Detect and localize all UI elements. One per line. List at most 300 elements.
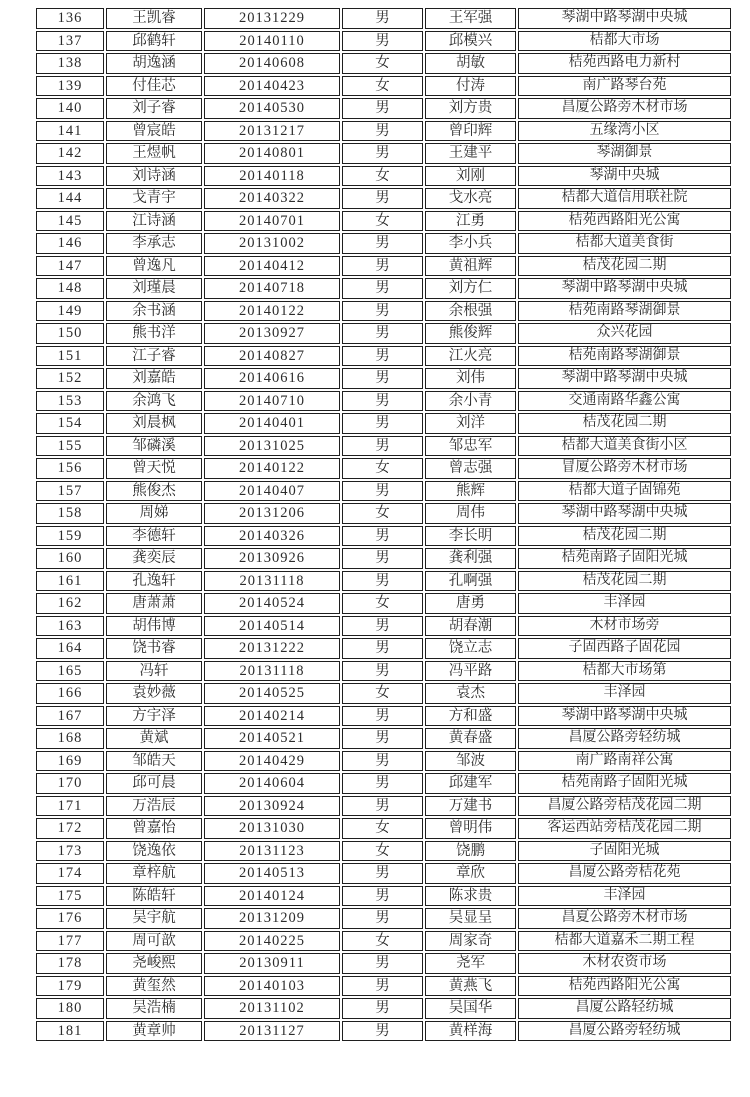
guardian-cell: 刘洋: [425, 413, 516, 434]
birthdate-cell: 20131118: [204, 571, 340, 592]
address-cell: 丰泽园: [518, 683, 731, 704]
address-cell: 昌厦公路轻纺城: [518, 998, 731, 1019]
birthdate-cell: 20140604: [204, 773, 340, 794]
guardian-cell: 李小兵: [425, 233, 516, 254]
serial-cell: 169: [36, 751, 104, 772]
serial-cell: 155: [36, 436, 104, 457]
name-cell: 江诗涵: [106, 211, 202, 232]
serial-cell: 137: [36, 31, 104, 52]
serial-cell: 162: [36, 593, 104, 614]
birthdate-cell: 20131102: [204, 998, 340, 1019]
table-row: [36, 863, 731, 884]
guardian-cell: 袁杰: [425, 683, 516, 704]
address-cell: 桔都大道美食街: [518, 233, 731, 254]
table-row: [36, 728, 731, 749]
name-cell: 邱鹤轩: [106, 31, 202, 52]
name-cell: 陈皓轩: [106, 886, 202, 907]
name-cell: 唐萧萧: [106, 593, 202, 614]
name-cell: 吴浩楠: [106, 998, 202, 1019]
address-cell: 桔都大市场: [518, 31, 731, 52]
address-cell: 昌夏公路旁木材市场: [518, 908, 731, 929]
name-cell: 尧峻熙: [106, 953, 202, 974]
guardian-cell: 熊俊辉: [425, 323, 516, 344]
name-cell: 刘晨枫: [106, 413, 202, 434]
serial-cell: 157: [36, 481, 104, 502]
name-cell: 胡逸涵: [106, 53, 202, 74]
gender-cell: 女: [342, 593, 423, 614]
serial-cell: 170: [36, 773, 104, 794]
address-cell: 丰泽园: [518, 593, 731, 614]
gender-cell: 男: [342, 368, 423, 389]
table-row: [36, 976, 731, 997]
table-row: [36, 188, 731, 209]
serial-cell: 161: [36, 571, 104, 592]
guardian-cell: 冯平路: [425, 661, 516, 682]
name-cell: 江子睿: [106, 346, 202, 367]
birthdate-cell: 20131118: [204, 661, 340, 682]
name-cell: 李承志: [106, 233, 202, 254]
table-row: [36, 751, 731, 772]
address-cell: 桔苑南路子固阳光城: [518, 548, 731, 569]
guardian-cell: 孔啊强: [425, 571, 516, 592]
gender-cell: 男: [342, 706, 423, 727]
guardian-cell: 吴国华: [425, 998, 516, 1019]
gender-cell: 女: [342, 931, 423, 952]
table-row: [36, 256, 731, 277]
table-row: [36, 818, 731, 839]
birthdate-cell: 20140423: [204, 76, 340, 97]
table-row: [36, 458, 731, 479]
name-cell: 刘子睿: [106, 98, 202, 119]
table-row: [36, 638, 731, 659]
guardian-cell: 付涛: [425, 76, 516, 97]
table-row: [36, 413, 731, 434]
serial-cell: 148: [36, 278, 104, 299]
address-cell: 琴湖中路琴湖中央城: [518, 278, 731, 299]
birthdate-cell: 20140122: [204, 458, 340, 479]
guardian-cell: 陈求贵: [425, 886, 516, 907]
birthdate-cell: 20140326: [204, 526, 340, 547]
guardian-cell: 王军强: [425, 8, 516, 29]
birthdate-cell: 20140407: [204, 481, 340, 502]
address-cell: 交通南路华鑫公寓: [518, 391, 731, 412]
name-cell: 龚奕辰: [106, 548, 202, 569]
gender-cell: 女: [342, 211, 423, 232]
serial-cell: 179: [36, 976, 104, 997]
guardian-cell: 黄祖辉: [425, 256, 516, 277]
guardian-cell: 万建书: [425, 796, 516, 817]
gender-cell: 男: [342, 908, 423, 929]
address-cell: 昌厦公路旁轻纺城: [518, 1021, 731, 1042]
address-cell: 桔苑西路阳光公寓: [518, 211, 731, 232]
table-row: [36, 998, 731, 1019]
guardian-cell: 刘方仁: [425, 278, 516, 299]
serial-cell: 165: [36, 661, 104, 682]
table-row: [36, 683, 731, 704]
birthdate-cell: 20140530: [204, 98, 340, 119]
serial-cell: 156: [36, 458, 104, 479]
guardian-cell: 黄样海: [425, 1021, 516, 1042]
name-cell: 熊书洋: [106, 323, 202, 344]
gender-cell: 男: [342, 8, 423, 29]
birthdate-cell: 20131123: [204, 841, 340, 862]
serial-cell: 147: [36, 256, 104, 277]
birthdate-cell: 20130924: [204, 796, 340, 817]
gender-cell: 男: [342, 256, 423, 277]
table-row: [36, 76, 731, 97]
gender-cell: 男: [342, 233, 423, 254]
gender-cell: 女: [342, 458, 423, 479]
gender-cell: 男: [342, 661, 423, 682]
serial-cell: 173: [36, 841, 104, 862]
gender-cell: 男: [342, 796, 423, 817]
gender-cell: 男: [342, 323, 423, 344]
name-cell: 吴宇航: [106, 908, 202, 929]
address-cell: 桔茂花园二期: [518, 571, 731, 592]
table-row: [36, 8, 731, 29]
gender-cell: 男: [342, 886, 423, 907]
birthdate-cell: 20140801: [204, 143, 340, 164]
guardian-cell: 戈水亮: [425, 188, 516, 209]
serial-cell: 149: [36, 301, 104, 322]
serial-cell: 180: [36, 998, 104, 1019]
serial-cell: 168: [36, 728, 104, 749]
table-row: [36, 616, 731, 637]
birthdate-cell: 20131209: [204, 908, 340, 929]
birthdate-cell: 20140122: [204, 301, 340, 322]
guardian-cell: 周家奇: [425, 931, 516, 952]
serial-cell: 139: [36, 76, 104, 97]
gender-cell: 女: [342, 683, 423, 704]
birthdate-cell: 20131002: [204, 233, 340, 254]
address-cell: 昌厦公路旁轻纺城: [518, 728, 731, 749]
birthdate-cell: 20140718: [204, 278, 340, 299]
serial-cell: 164: [36, 638, 104, 659]
birthdate-cell: 20140225: [204, 931, 340, 952]
serial-cell: 176: [36, 908, 104, 929]
guardian-cell: 章欣: [425, 863, 516, 884]
gender-cell: 男: [342, 751, 423, 772]
name-cell: 戈青宇: [106, 188, 202, 209]
serial-cell: 154: [36, 413, 104, 434]
birthdate-cell: 20131217: [204, 121, 340, 142]
address-cell: 琴湖中央城: [518, 166, 731, 187]
table-row: [36, 143, 731, 164]
gender-cell: 女: [342, 166, 423, 187]
guardian-cell: 李长明: [425, 526, 516, 547]
birthdate-cell: 20140513: [204, 863, 340, 884]
guardian-cell: 黄春盛: [425, 728, 516, 749]
address-cell: 桔都大道嘉禾二期工程: [518, 931, 731, 952]
birthdate-cell: 20140827: [204, 346, 340, 367]
guardian-cell: 饶鹏: [425, 841, 516, 862]
roster-table-body: [36, 8, 731, 1041]
address-cell: 子固阳光城: [518, 841, 731, 862]
guardian-cell: 胡敏: [425, 53, 516, 74]
gender-cell: 女: [342, 53, 423, 74]
gender-cell: 男: [342, 391, 423, 412]
guardian-cell: 曾明伟: [425, 818, 516, 839]
guardian-cell: 方和盛: [425, 706, 516, 727]
gender-cell: 男: [342, 98, 423, 119]
birthdate-cell: 20140322: [204, 188, 340, 209]
gender-cell: 男: [342, 143, 423, 164]
address-cell: 桔茂花园二期: [518, 256, 731, 277]
birthdate-cell: 20131229: [204, 8, 340, 29]
birthdate-cell: 20140710: [204, 391, 340, 412]
guardian-cell: 熊辉: [425, 481, 516, 502]
gender-cell: 男: [342, 278, 423, 299]
address-cell: 子固西路子固花园: [518, 638, 731, 659]
gender-cell: 男: [342, 976, 423, 997]
birthdate-cell: 20140214: [204, 706, 340, 727]
guardian-cell: 余小青: [425, 391, 516, 412]
serial-cell: 174: [36, 863, 104, 884]
guardian-cell: 邱模兴: [425, 31, 516, 52]
serial-cell: 146: [36, 233, 104, 254]
table-row: [36, 211, 731, 232]
gender-cell: 男: [342, 526, 423, 547]
address-cell: 昌厦公路旁木材市场: [518, 98, 731, 119]
name-cell: 黄章帅: [106, 1021, 202, 1042]
table-row: [36, 233, 731, 254]
birthdate-cell: 20131127: [204, 1021, 340, 1042]
address-cell: 琴湖御景: [518, 143, 731, 164]
table-row: [36, 886, 731, 907]
table-row: [36, 323, 731, 344]
serial-cell: 150: [36, 323, 104, 344]
gender-cell: 男: [342, 301, 423, 322]
name-cell: 刘诗涵: [106, 166, 202, 187]
birthdate-cell: 20140118: [204, 166, 340, 187]
gender-cell: 男: [342, 548, 423, 569]
name-cell: 李德轩: [106, 526, 202, 547]
gender-cell: 男: [342, 31, 423, 52]
address-cell: 木材市场旁: [518, 616, 731, 637]
gender-cell: 男: [342, 998, 423, 1019]
table-row: [36, 571, 731, 592]
gender-cell: 男: [342, 773, 423, 794]
name-cell: 章梓航: [106, 863, 202, 884]
birthdate-cell: 20140401: [204, 413, 340, 434]
gender-cell: 男: [342, 1021, 423, 1042]
gender-cell: 男: [342, 121, 423, 142]
table-row: [36, 548, 731, 569]
guardian-cell: 周伟: [425, 503, 516, 524]
guardian-cell: 刘方贵: [425, 98, 516, 119]
serial-cell: 171: [36, 796, 104, 817]
guardian-cell: 曾印辉: [425, 121, 516, 142]
gender-cell: 男: [342, 638, 423, 659]
guardian-cell: 龚利强: [425, 548, 516, 569]
name-cell: 万浩辰: [106, 796, 202, 817]
serial-cell: 167: [36, 706, 104, 727]
birthdate-cell: 20140524: [204, 593, 340, 614]
table-row: [36, 481, 731, 502]
name-cell: 邹磷溪: [106, 436, 202, 457]
guardian-cell: 刘伟: [425, 368, 516, 389]
serial-cell: 138: [36, 53, 104, 74]
birthdate-cell: 20140110: [204, 31, 340, 52]
guardian-cell: 邱建军: [425, 773, 516, 794]
table-row: [36, 436, 731, 457]
address-cell: 桔都大道美食街小区: [518, 436, 731, 457]
address-cell: 木材农资市场: [518, 953, 731, 974]
serial-cell: 141: [36, 121, 104, 142]
table-row: [36, 368, 731, 389]
serial-cell: 145: [36, 211, 104, 232]
guardian-cell: 江勇: [425, 211, 516, 232]
name-cell: 曾嘉怡: [106, 818, 202, 839]
name-cell: 曾天悦: [106, 458, 202, 479]
guardian-cell: 江火亮: [425, 346, 516, 367]
birthdate-cell: 20130927: [204, 323, 340, 344]
serial-cell: 136: [36, 8, 104, 29]
gender-cell: 男: [342, 571, 423, 592]
name-cell: 王煜帆: [106, 143, 202, 164]
guardian-cell: 余根强: [425, 301, 516, 322]
address-cell: 客运西站旁桔茂花园二期: [518, 818, 731, 839]
name-cell: 曾宸皓: [106, 121, 202, 142]
table-row: [36, 526, 731, 547]
name-cell: 邹皓天: [106, 751, 202, 772]
table-row: [36, 53, 731, 74]
name-cell: 熊俊杰: [106, 481, 202, 502]
address-cell: 昌厦公路旁桔茂花园二期: [518, 796, 731, 817]
address-cell: 南广路南祥公寓: [518, 751, 731, 772]
serial-cell: 166: [36, 683, 104, 704]
address-cell: 琴湖中路琴湖中央城: [518, 503, 731, 524]
name-cell: 饶书睿: [106, 638, 202, 659]
address-cell: 琴湖中路琴湖中央城: [518, 706, 731, 727]
name-cell: 刘瑾晨: [106, 278, 202, 299]
address-cell: 众兴花园: [518, 323, 731, 344]
serial-cell: 163: [36, 616, 104, 637]
name-cell: 袁妙薇: [106, 683, 202, 704]
name-cell: 王凯睿: [106, 8, 202, 29]
birthdate-cell: 20131222: [204, 638, 340, 659]
table-row: [36, 1021, 731, 1042]
address-cell: 桔都大市场第: [518, 661, 731, 682]
birthdate-cell: 20140525: [204, 683, 340, 704]
table-row: [36, 301, 731, 322]
guardian-cell: 邹忠军: [425, 436, 516, 457]
guardian-cell: 唐勇: [425, 593, 516, 614]
name-cell: 余书涵: [106, 301, 202, 322]
address-cell: 桔茂花园二期: [518, 526, 731, 547]
serial-cell: 144: [36, 188, 104, 209]
table-row: [36, 593, 731, 614]
guardian-cell: 吴显呈: [425, 908, 516, 929]
birthdate-cell: 20131025: [204, 436, 340, 457]
table-row: [36, 391, 731, 412]
gender-cell: 男: [342, 863, 423, 884]
roster-table: [34, 6, 733, 1043]
name-cell: 黄斌: [106, 728, 202, 749]
serial-cell: 153: [36, 391, 104, 412]
table-row: [36, 908, 731, 929]
gender-cell: 女: [342, 818, 423, 839]
gender-cell: 男: [342, 953, 423, 974]
address-cell: 冒厦公路旁木材市场: [518, 458, 731, 479]
address-cell: 桔都大道信用联社院: [518, 188, 731, 209]
serial-cell: 178: [36, 953, 104, 974]
table-row: [36, 346, 731, 367]
table-row: [36, 166, 731, 187]
name-cell: 周娣: [106, 503, 202, 524]
name-cell: 刘嘉皓: [106, 368, 202, 389]
name-cell: 胡伟博: [106, 616, 202, 637]
address-cell: 琴湖中路琴湖中央城: [518, 368, 731, 389]
birthdate-cell: 20130911: [204, 953, 340, 974]
address-cell: 桔苑西路电力新村: [518, 53, 731, 74]
address-cell: 桔苑南路子固阳光城: [518, 773, 731, 794]
serial-cell: 175: [36, 886, 104, 907]
name-cell: 余鸿飞: [106, 391, 202, 412]
address-cell: 南广路琴台苑: [518, 76, 731, 97]
birthdate-cell: 20140521: [204, 728, 340, 749]
serial-cell: 151: [36, 346, 104, 367]
birthdate-cell: 20140608: [204, 53, 340, 74]
serial-cell: 142: [36, 143, 104, 164]
birthdate-cell: 20140429: [204, 751, 340, 772]
table-row: [36, 31, 731, 52]
guardian-cell: 黄燕飞: [425, 976, 516, 997]
gender-cell: 男: [342, 346, 423, 367]
guardian-cell: 刘刚: [425, 166, 516, 187]
gender-cell: 男: [342, 413, 423, 434]
name-cell: 饶逸依: [106, 841, 202, 862]
address-cell: 桔都大道子固锦苑: [518, 481, 731, 502]
serial-cell: 159: [36, 526, 104, 547]
name-cell: 周可歆: [106, 931, 202, 952]
gender-cell: 男: [342, 436, 423, 457]
guardian-cell: 饶立志: [425, 638, 516, 659]
serial-cell: 158: [36, 503, 104, 524]
serial-cell: 143: [36, 166, 104, 187]
table-row: [36, 98, 731, 119]
birthdate-cell: 20140616: [204, 368, 340, 389]
address-cell: 丰泽园: [518, 886, 731, 907]
address-cell: 琴湖中路琴湖中央城: [518, 8, 731, 29]
serial-cell: 152: [36, 368, 104, 389]
table-row: [36, 706, 731, 727]
gender-cell: 男: [342, 616, 423, 637]
name-cell: 邱可晨: [106, 773, 202, 794]
serial-cell: 177: [36, 931, 104, 952]
name-cell: 付佳芯: [106, 76, 202, 97]
birthdate-cell: 20140701: [204, 211, 340, 232]
gender-cell: 男: [342, 188, 423, 209]
birthdate-cell: 20130926: [204, 548, 340, 569]
table-row: [36, 503, 731, 524]
name-cell: 黄玺然: [106, 976, 202, 997]
address-cell: 桔茂花园二期: [518, 413, 731, 434]
birthdate-cell: 20131030: [204, 818, 340, 839]
table-row: [36, 931, 731, 952]
gender-cell: 男: [342, 728, 423, 749]
name-cell: 冯轩: [106, 661, 202, 682]
table-row: [36, 278, 731, 299]
table-row: [36, 121, 731, 142]
address-cell: 桔苑南路琴湖御景: [518, 301, 731, 322]
gender-cell: 男: [342, 481, 423, 502]
address-cell: 桔苑西路阳光公寓: [518, 976, 731, 997]
birthdate-cell: 20131206: [204, 503, 340, 524]
guardian-cell: 邹波: [425, 751, 516, 772]
name-cell: 孔逸轩: [106, 571, 202, 592]
birthdate-cell: 20140103: [204, 976, 340, 997]
